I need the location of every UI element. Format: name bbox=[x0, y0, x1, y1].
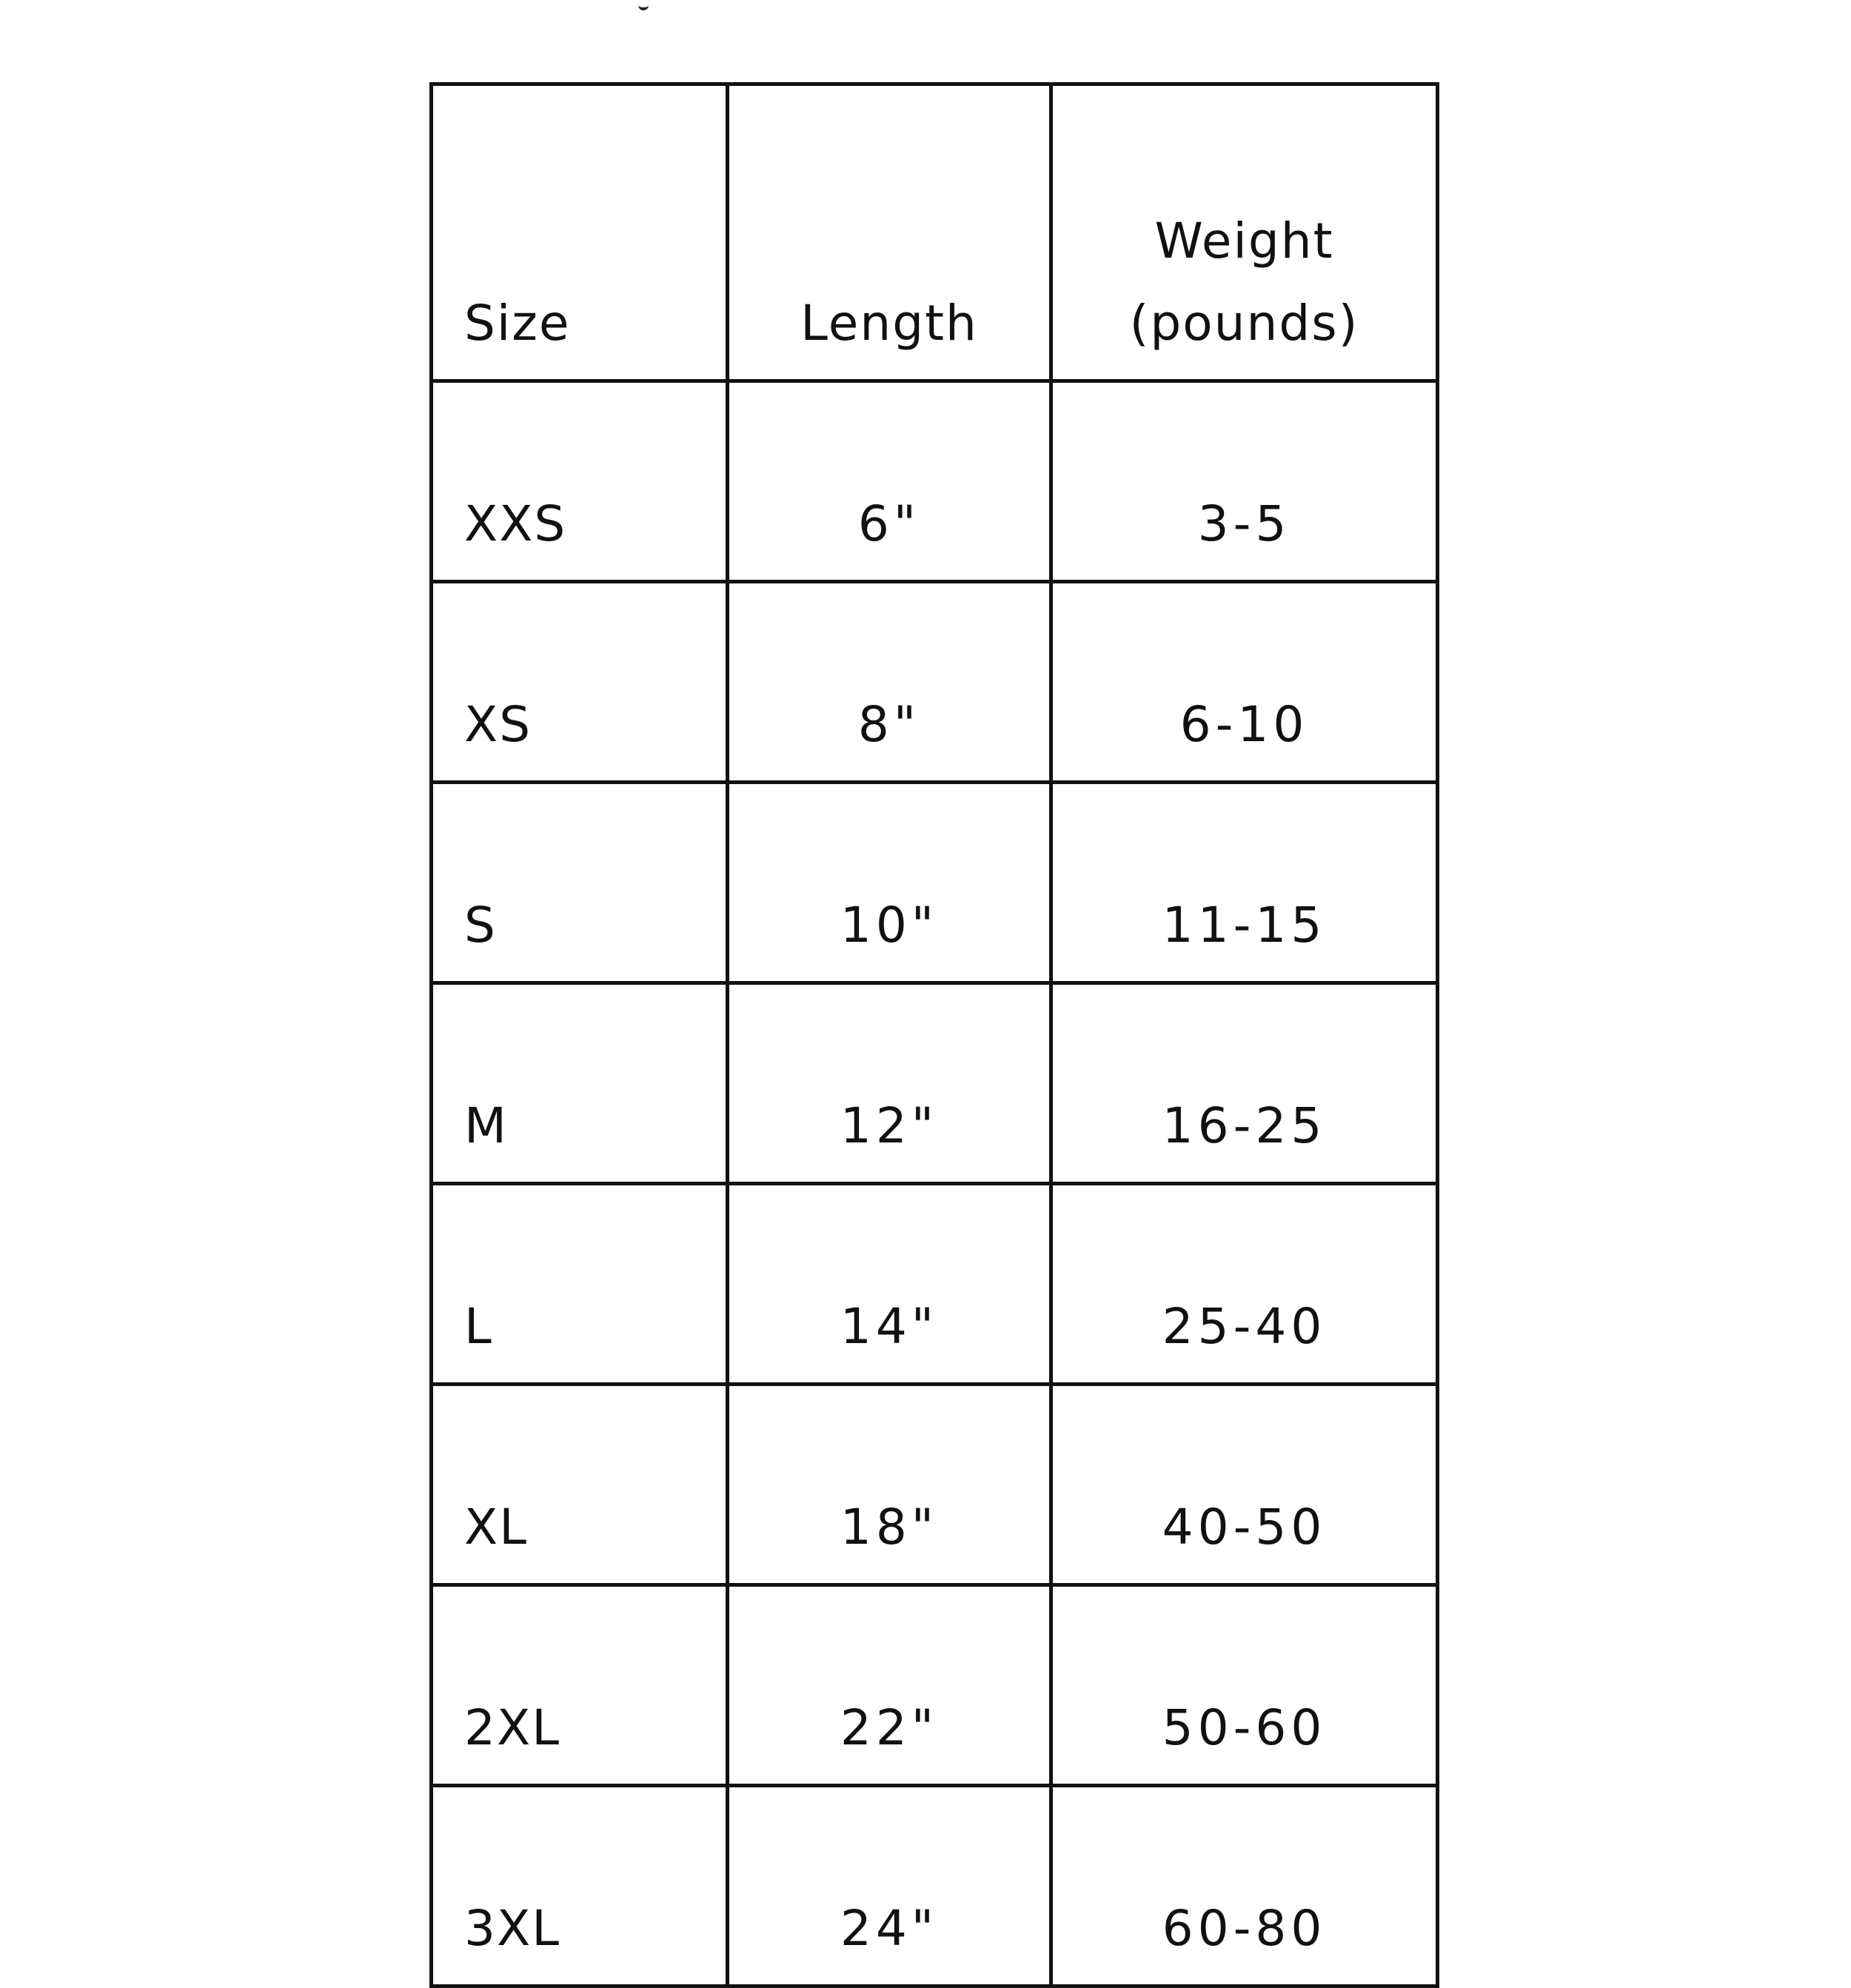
cell-size: 2XL bbox=[432, 1585, 728, 1786]
table-row bbox=[432, 783, 1438, 983]
table-row bbox=[432, 1385, 1438, 1585]
cell-length: 24" bbox=[728, 1786, 1051, 1987]
cell-weight: 3-5 bbox=[1051, 381, 1438, 582]
cell-weight: 25-40 bbox=[1051, 1184, 1438, 1385]
cell-length: 22" bbox=[728, 1585, 1051, 1786]
size-chart-table bbox=[429, 82, 1439, 1988]
cell-length: 8" bbox=[728, 582, 1051, 783]
cell-weight: 11-15 bbox=[1051, 783, 1438, 983]
cell-length: 12" bbox=[728, 983, 1051, 1184]
table-row bbox=[432, 381, 1438, 582]
table-row bbox=[432, 1585, 1438, 1786]
cell-length: 18" bbox=[728, 1385, 1051, 1585]
cell-length: 10" bbox=[728, 783, 1051, 983]
cell-weight: 6-10 bbox=[1051, 582, 1438, 783]
header-size: Size bbox=[432, 84, 728, 381]
table-row bbox=[432, 582, 1438, 783]
cell-size: 3XL bbox=[432, 1786, 728, 1987]
cell-size: XL bbox=[432, 1385, 728, 1585]
cell-weight: 16-25 bbox=[1051, 983, 1438, 1184]
table-body bbox=[432, 381, 1438, 1987]
cell-weight: 50-60 bbox=[1051, 1585, 1438, 1786]
cell-size: S bbox=[432, 783, 728, 983]
header-weight-line2: (pounds) bbox=[1129, 294, 1359, 352]
cell-size: M bbox=[432, 983, 728, 1184]
cell-size: L bbox=[432, 1184, 728, 1385]
cell-size: XXS bbox=[432, 381, 728, 582]
table-row bbox=[432, 1786, 1438, 1987]
header-weight bbox=[1051, 84, 1438, 381]
cell-size: XS bbox=[432, 582, 728, 783]
cell-length: 14" bbox=[728, 1184, 1051, 1385]
table-row bbox=[432, 983, 1438, 1184]
stray-mark bbox=[638, 0, 649, 10]
cell-weight: 40-50 bbox=[1051, 1385, 1438, 1585]
header-row bbox=[432, 84, 1438, 381]
header-weight-line1: Weight bbox=[1154, 212, 1334, 270]
table-row bbox=[432, 1184, 1438, 1385]
table-header bbox=[432, 84, 1438, 381]
cell-length: 6" bbox=[728, 381, 1051, 582]
cell-weight: 60-80 bbox=[1051, 1786, 1438, 1987]
header-length: Length bbox=[728, 84, 1051, 381]
